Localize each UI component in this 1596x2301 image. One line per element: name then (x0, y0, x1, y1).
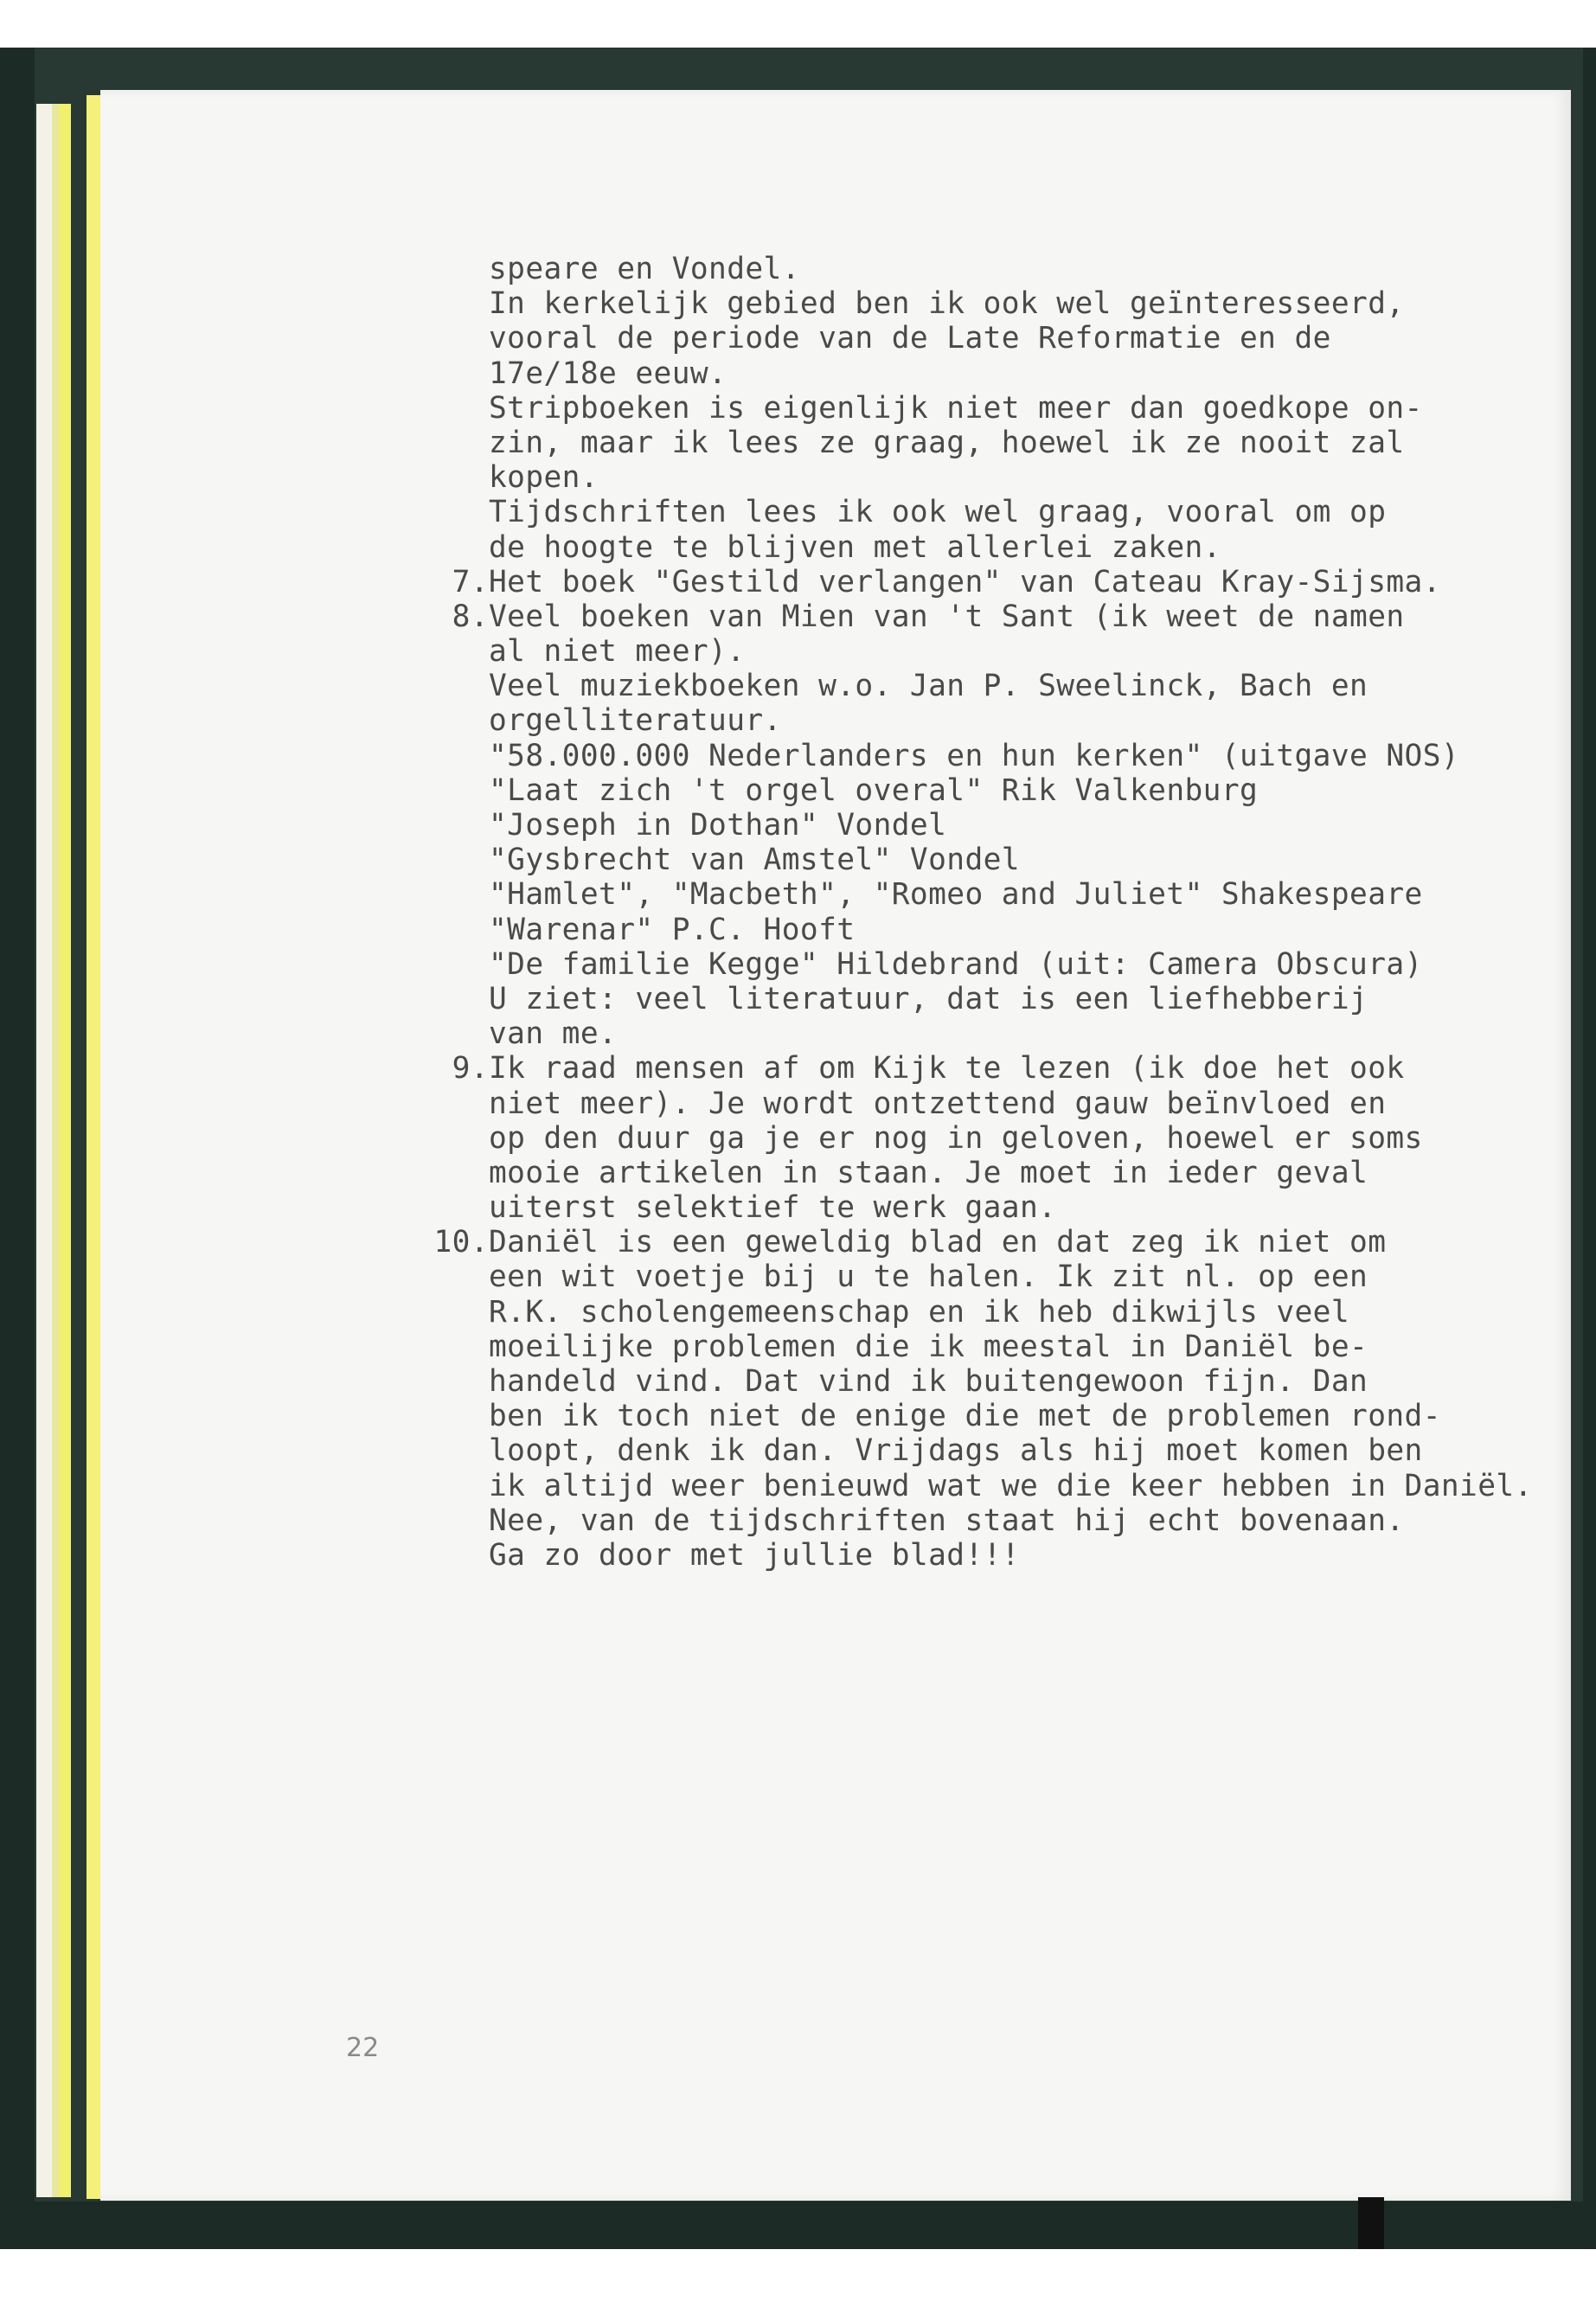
text-line (489, 1364, 1561, 1399)
binding-shadow (1358, 2197, 1384, 2249)
text-line (489, 495, 1561, 529)
line-text: "Hamlet", "Macbeth", "Romeo and Juliet" Shakespeare (489, 877, 1423, 913)
line-text: Veel muziekboeken w.o. Jan P. Sweelinck, Bach en (489, 669, 1368, 704)
line-text: ik altijd weer benieuwd wat we die keer hebben in Daniël. (489, 1468, 1533, 1503)
text-line (489, 286, 1561, 321)
text-line (489, 1259, 1561, 1294)
line-text: In kerkelijk gebied ben ik ook wel geïnteresseerd, (489, 286, 1405, 322)
text-line (489, 1330, 1561, 1364)
text-line (489, 739, 1561, 773)
text-line (433, 1225, 1561, 1260)
text-line (489, 1190, 1561, 1225)
line-text: "Laat zich 't orgel overal" Rik Valkenburg (489, 772, 1259, 808)
text-line (489, 1016, 1561, 1051)
text-line (489, 808, 1561, 843)
line-text: "Gysbrecht van Amstel" Vondel (489, 843, 1020, 878)
text-line (489, 634, 1561, 669)
item-number: 8. (452, 599, 489, 634)
line-text: "De familie Kegge" Hildebrand (uit: Camera Obscura) (489, 946, 1423, 982)
text-line (489, 1503, 1561, 1538)
text-line (489, 1399, 1561, 1433)
line-text: speare en Vondel. (489, 252, 800, 286)
page-stack-edge (36, 104, 71, 2197)
line-text: Ga zo door met jullie blad!!! (489, 1537, 1020, 1573)
text-line (489, 913, 1561, 947)
line-text: op den duur ga je er nog in geloven, hoewel er soms (489, 1120, 1423, 1156)
text-line (489, 1469, 1561, 1503)
text-line (489, 773, 1561, 808)
line-text: niet meer). Je wordt ontzettend gauw beïnvloed en (489, 1086, 1387, 1121)
line-text: handeld vind. Dat vind ik buitengewoon fijn. Dan (489, 1364, 1368, 1399)
line-text: een wit voetje bij u te halen. Ik zit nl. op een (489, 1259, 1368, 1295)
line-text: Het boek "Gestild verlangen" van Cateau Kray-Sijsma. (489, 564, 1441, 599)
item-number: 9. (452, 1051, 489, 1086)
page-number: 22 (346, 2033, 380, 2063)
line-text: Nee, van de tijdschriften staat hij echt bovenaan. (489, 1503, 1405, 1538)
text-line (489, 877, 1561, 912)
text-line (489, 1121, 1561, 1156)
item-number: 10. (433, 1225, 489, 1260)
text-line (452, 1051, 1561, 1086)
line-text: al niet meer). (489, 634, 746, 670)
line-text: "Warenar" P.C. Hooft (489, 912, 856, 947)
line-text: vooral de periode van de Late Reformatie en de (489, 321, 1331, 356)
text-line (489, 460, 1561, 495)
text-line (489, 321, 1561, 356)
text-line (452, 564, 1561, 599)
text-line (489, 530, 1561, 565)
text-line (452, 599, 1561, 634)
line-text: loopt, denk ik dan. Vrijdags als hij moet komen ben (489, 1433, 1423, 1469)
line-text: moeilijke problemen die ik meestal in Daniël be- (489, 1329, 1368, 1364)
line-text: van me. (489, 1016, 618, 1052)
line-text: kopen. (489, 460, 599, 496)
line-text: ben ik toch niet de enige die met de problemen rond- (489, 1399, 1441, 1434)
line-text: uiterst selektief te werk gaan. (489, 1190, 1057, 1226)
line-text: Stripboeken is eigenlijk niet meer dan goedkope on- (489, 390, 1423, 426)
text-line (489, 252, 1561, 286)
line-text: 17e/18e eeuw. (489, 356, 727, 391)
line-text: Tijdschriften lees ik ook wel graag, vooral om op (489, 495, 1387, 530)
item-number: 7. (452, 564, 489, 599)
line-text: R.K. scholengemeenschap en ik heb dikwijls veel (489, 1294, 1350, 1330)
text-line (489, 1156, 1561, 1190)
text-line (489, 947, 1561, 982)
text-line (489, 982, 1561, 1016)
text-line (489, 669, 1561, 703)
text-line (489, 356, 1561, 391)
text-line (489, 1538, 1561, 1573)
text-line (489, 391, 1561, 426)
text-line (489, 1433, 1561, 1468)
text-line (489, 426, 1561, 460)
line-text: Daniël is een geweldig blad en dat zeg ik niet om (489, 1225, 1387, 1260)
line-text: Ik raad mensen af om Kijk te lezen (ik doe het ook (489, 1051, 1405, 1086)
line-text: zin, maar ik lees ze graag, hoewel ik ze nooit zal (489, 425, 1405, 460)
typed-text-block (433, 252, 1561, 1573)
text-line (489, 843, 1561, 877)
text-line (489, 1086, 1561, 1121)
text-line (489, 1295, 1561, 1330)
line-text: "Joseph in Dothan" Vondel (489, 808, 947, 843)
line-text: "58.000.000 Nederlanders en hun kerken" (uitgave NOS) (489, 738, 1460, 773)
line-text: Veel boeken van Mien van 't Sant (ik weet de namen (489, 599, 1405, 634)
line-text: U ziet: veel literatuur, dat is een liefhebberij (489, 981, 1368, 1016)
line-text: orgelliteratuur. (489, 703, 782, 739)
text-line (489, 703, 1561, 738)
line-text: mooie artikelen in staan. Je moet in ieder geval (489, 1155, 1368, 1190)
line-text: de hoogte te blijven met allerlei zaken. (489, 529, 1221, 565)
